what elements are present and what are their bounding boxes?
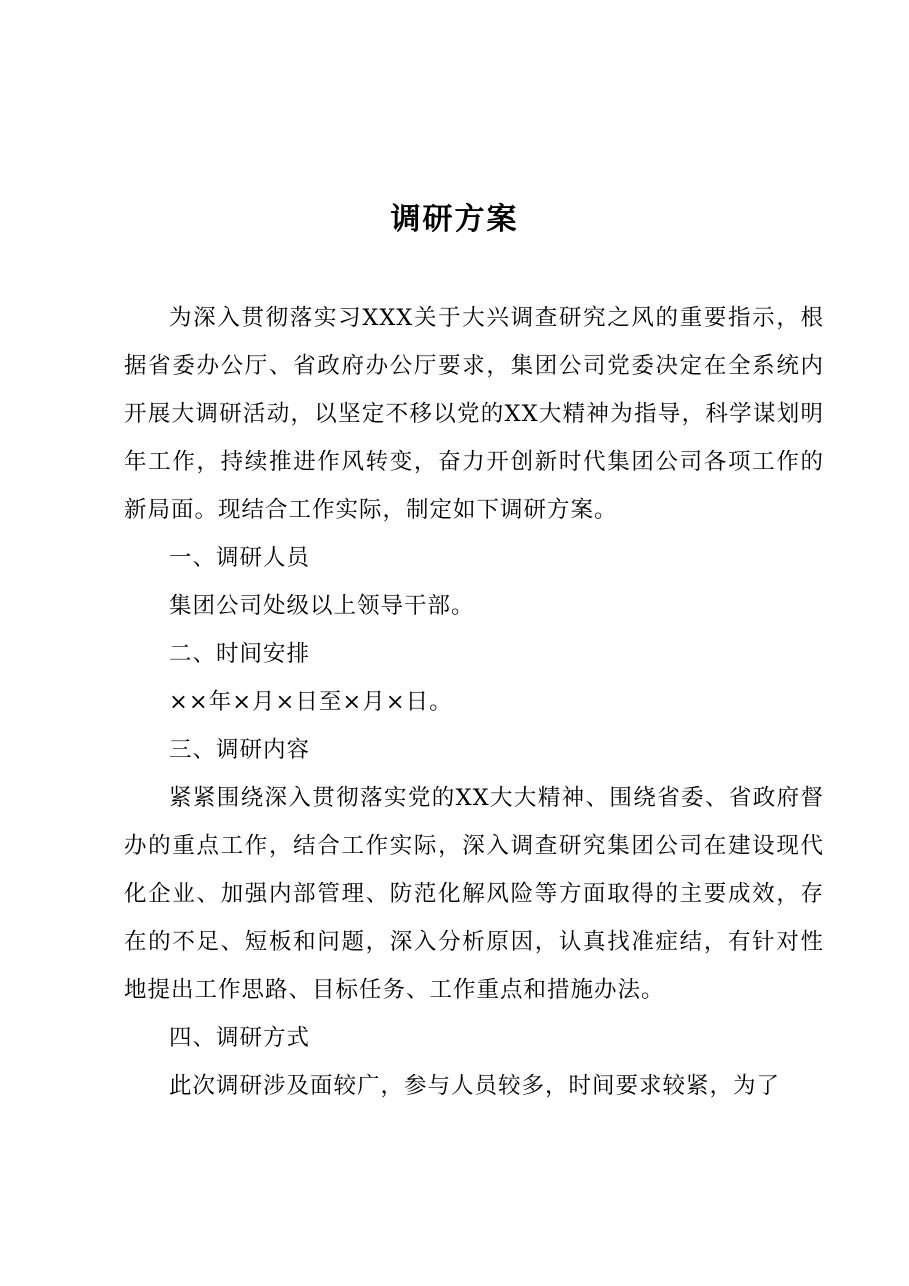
section-text-schedule: ××年×月×日至×月×日。 [169,689,453,715]
section-text-method: 此次调研涉及面较广，参与人员较多，时间要求较紧，为了 [169,1073,781,1099]
document-body [124,294,824,1110]
section-heading-personnel: 一、调研人员 [169,545,311,571]
document-title: 调研方案 [390,202,519,237]
section-text-personnel: 集团公司处级以上领导干部。 [169,593,475,619]
section-heading-method: 四、调研方式 [169,1025,311,1051]
intro-paragraph: 为深入贯彻落实习XXX关于大兴调查研究之风的重要指示，根据省委办公厅、省政府办公厅要求，集团公司党委决定在全系统内开展大调研活动，以坚定不移以党的XX大精神为指导，科学谋划明年工作，持续推进作风转变，奋力开创新时代集团公司各项工作的新局面。现结合工作实际，制定如下调研方案。 [124,305,824,523]
section-heading-content: 三、调研内容 [169,737,311,763]
section-heading-schedule: 二、时间安排 [169,641,311,667]
section-text-content: 紧紧围绕深入贯彻落实党的XX大大精神、围绕省委、省政府督办的重点工作，结合工作实际，深入调查研究集团公司在建设现代化企业、加强内部管理、防范化解风险等方面取得的主要成效，存在的不足、短板和问题，深入分析原因，认真找准症结，有针对性地提出工作思路、目标任务、工作重点和措施办法。 [124,785,824,1003]
